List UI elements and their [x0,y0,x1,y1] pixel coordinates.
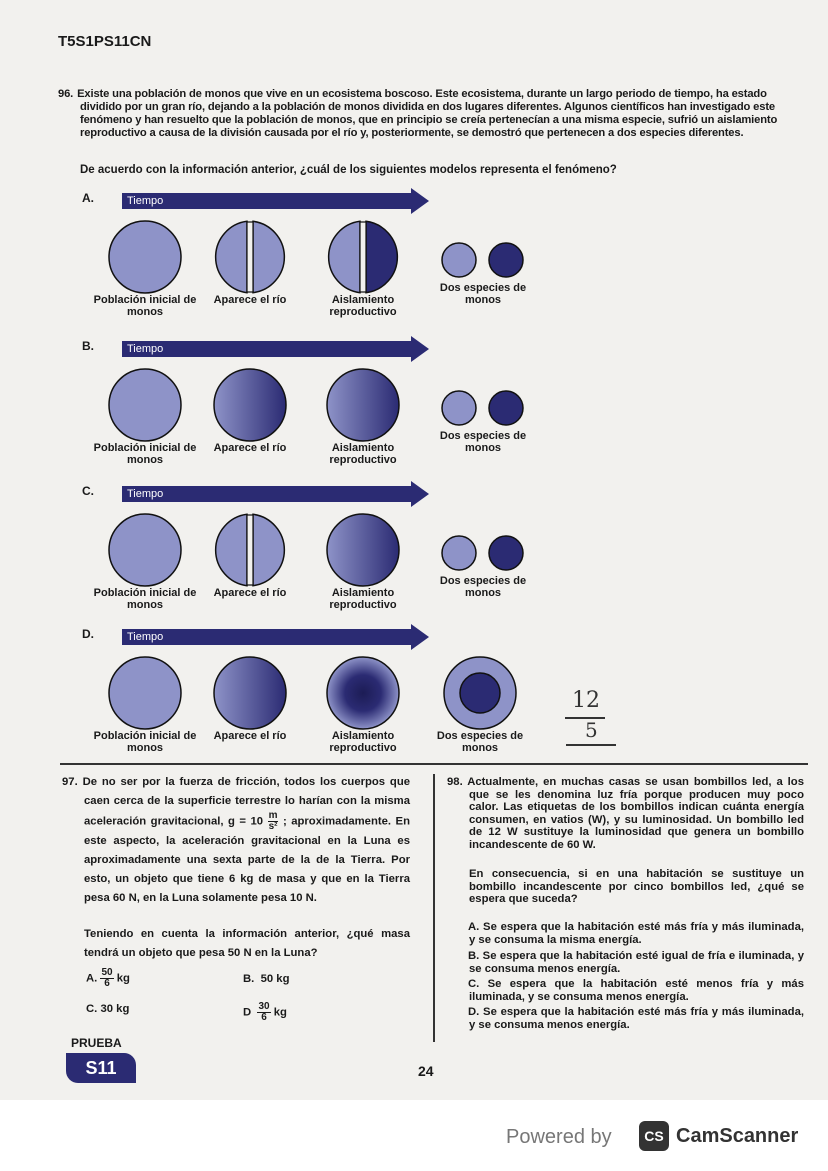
page-number: 24 [418,1063,434,1079]
answer-d[interactable] [243,1002,287,1023]
question-text-part2: ; aproximadamente. En este aspecto, la aceleración gravitacional en la Luna es aproximadamente una sexta parte de la de la Tierra. Por esto, un objeto que tiene 6 kg de masa y que en la Tierra pesa 60 N, en la Luna solamente pesa 10 N. [84,815,410,904]
question-prompt: De acuerdo con la información anterior, ¿cuál de los siguientes modelos representa el fenómeno? [80,164,617,176]
answer-text: Se espera que la habitación esté igual de fría e iluminada, y se consuma menos energía. [469,950,804,975]
answer-letter: B. [468,950,480,962]
population-circle [109,514,181,586]
answer-fraction [257,1002,270,1023]
label-river-appears: Aparece el río [213,587,287,599]
species-circle-light [442,243,476,277]
fraction-numerator: 30 [258,1001,270,1012]
answer-letter: A. [86,972,98,985]
option-letter: D. [82,627,94,641]
answer-unit: kg [273,1006,287,1019]
population-circle [109,657,181,729]
answer-fraction [100,968,113,989]
option-letter: A. [82,191,94,205]
label-two-species: Dos especies de monos [439,575,527,599]
question-text-part1: De no ser por la fuerza de fricción, todos los cuerpos que caen cerca de la superficie terrestre lo harían con la misma aceleración gravitacional, g = 10 [82,776,410,828]
answer-letter: B. [243,973,255,985]
river-circle [216,221,285,292]
label-reproductive-isolation: Aislamiento reproductivo [329,587,397,611]
isolation-circle [327,369,399,441]
population-circle [109,369,181,441]
answer-option-c[interactable] [469,978,804,1003]
label-reproductive-isolation: Aislamiento reproductivo [329,294,397,318]
answer-letter: D. [468,1006,480,1018]
label-initial-population: Población inicial de monos [93,730,197,754]
handwritten-number-bottom: 5 [585,718,598,742]
species-circle-dark [489,243,523,277]
river-circle [214,369,286,441]
label-reproductive-isolation: Aislamiento reproductivo [329,730,397,754]
question-text: Actualmente, en muchas casas se usan bombillos led, a los que se les denomina luz fría porque producen muy poco calor. Las etiquetas de los bombillos indican cuánta energía consumen, en vatios (W), y su luminosidad. Un bombillo led de 12 W sustituye la luminosidad que genera un bombillo incandescente de 60 W. [467,776,804,851]
isolation-circle [327,657,399,729]
label-initial-population: Población inicial de monos [93,442,197,466]
answer-letter: A. [468,921,480,933]
question-98-prompt: En consecuencia, si en una habitación se sustituye un bombillo incandescente por cinco bombillos led, ¿qué se espera que suceda? [469,868,804,905]
camscanner-logo-icon: CS [639,1121,669,1151]
answer-letter: D [243,1006,252,1019]
river-circle [214,657,286,729]
isolation-circle [327,514,399,586]
time-arrow-bar [122,629,412,645]
question-number: 96. [58,88,74,100]
label-initial-population: Población inicial de monos [93,294,197,318]
question-number: 97. [62,776,78,788]
label-river-appears: Aparece el río [213,442,287,454]
option-letter: C. [82,484,94,498]
label-two-species: Dos especies de monos [439,282,527,306]
handwritten-number-top: 12 [572,688,600,713]
species-circle-dark [489,536,523,570]
answer-unit: kg [116,972,130,985]
fraction-numerator: 50 [101,967,113,978]
question-97-prompt: Teniendo en cuenta la información anterior, ¿qué masa tendrá un objeto que pesa 50 N en la Luna? [84,928,410,959]
label-initial-population: Población inicial de monos [93,587,197,611]
species-circle-dark [489,391,523,425]
unit-fraction [268,811,279,832]
label-two-species: Dos especies de monos [439,430,527,454]
time-arrow-bar [122,193,412,209]
species-circle-inner [460,673,500,713]
answer-text: Se espera que la habitación esté menos fría y más iluminada, y se consuma menos energía. [469,978,804,1003]
question-98 [447,776,804,851]
label-river-appears: Aparece el río [213,294,287,306]
powered-by-text: Powered by [506,1126,612,1148]
answer-option-d[interactable] [469,1006,804,1031]
answer-text: 30 kg [100,1003,130,1015]
answer-letter: C. [86,1003,98,1015]
test-badge: S11 [66,1053,136,1083]
time-label: Tiempo [127,343,164,355]
question-text: Existe una población de monos que vive en un ecosistema boscoso. Este ecosistema, durante un largo periodo de tiempo, ha estado dividido por un gran río, dejando a la población de monos dividida en dos lugares diferentes. Algunos científicos han investigado este fenómeno y han resuelto que la población de monos, que en principio se creía pertenecían a una misma especie, sufrió un aislamiento reproductivo a causa de la división causada por el río y, posteriormente, se demostró que pertenecen a dos especies diferentes. [77,88,778,139]
unit-denominator: s² [268,821,278,832]
time-arrow-bar [122,341,412,357]
label-river-appears: Aparece el río [213,730,287,742]
question-96 [58,88,803,140]
answer-option-a[interactable] [469,921,804,946]
fraction-denominator: 6 [261,1012,267,1023]
answer-letter: C. [468,978,480,990]
test-code: T5S1PS11CN [58,33,152,50]
label-two-species: Dos especies de monos [436,730,524,754]
population-circle [109,221,181,293]
time-arrow-bar [122,486,412,502]
answer-text: Se espera que la habitación esté más fría y más iluminada, y se consuma la misma energía. [469,921,804,946]
species-circle-light [442,536,476,570]
answer-b[interactable] [243,970,289,989]
question-number: 98. [447,776,463,788]
river-circle [216,514,285,585]
answer-a[interactable] [86,968,130,989]
time-label: Tiempo [127,631,164,643]
time-label: Tiempo [127,488,164,500]
section-divider [60,763,808,765]
camscanner-brand: CamScanner [676,1125,799,1147]
answer-c[interactable] [86,1000,129,1019]
column-divider [433,774,435,1042]
handwritten-line [566,744,616,746]
label-reproductive-isolation: Aislamiento reproductivo [329,442,397,466]
isolation-circle [329,221,398,292]
answer-text: 50 kg [260,973,290,985]
time-label: Tiempo [127,195,164,207]
answer-option-b[interactable] [469,950,804,975]
fraction-denominator: 6 [104,978,110,989]
option-letter: B. [82,339,94,353]
answer-text: Se espera que la habitación esté más fría y más iluminada, y se consuma menos energía. [469,1006,804,1031]
test-label: PRUEBA [71,1036,122,1050]
species-circle-light [442,391,476,425]
unit-numerator: m [268,810,278,821]
question-97 [62,773,410,908]
